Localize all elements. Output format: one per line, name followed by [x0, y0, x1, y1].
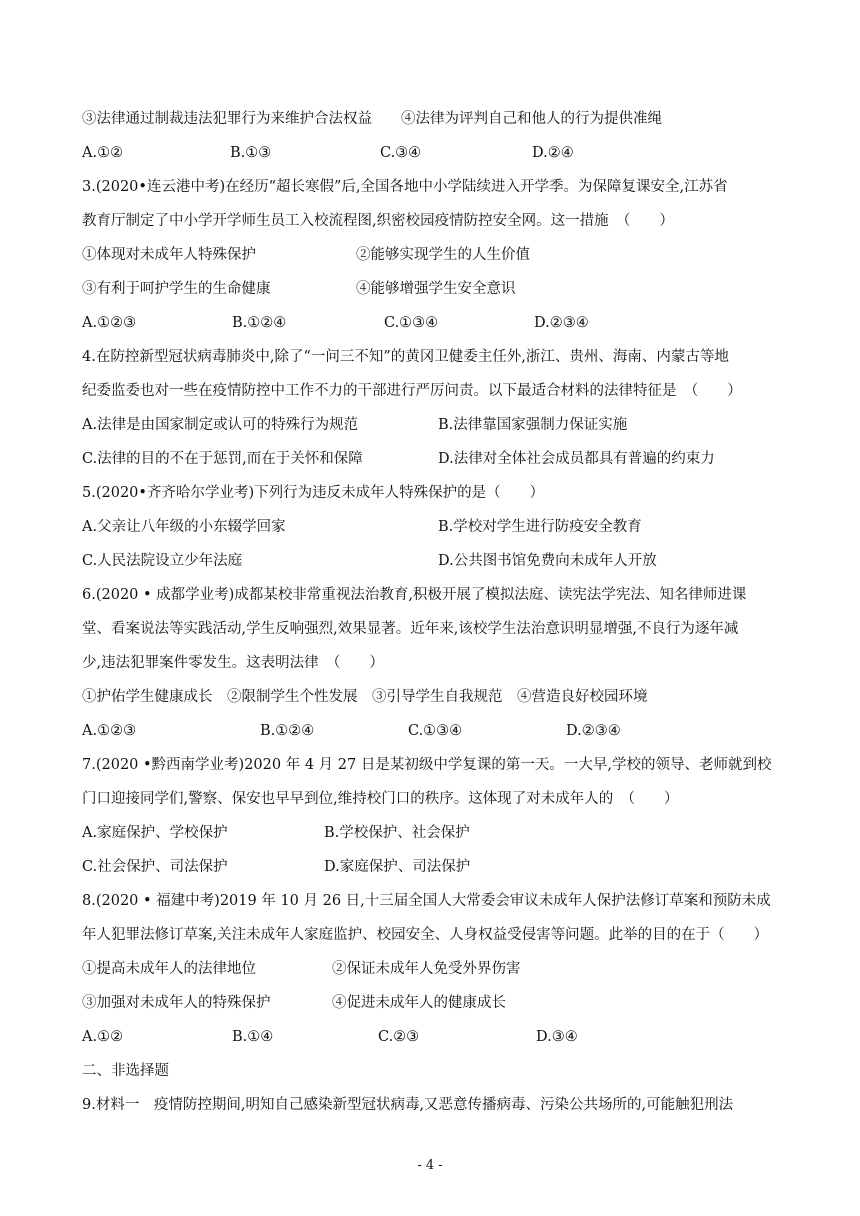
question-6-statements: ①护佑学生健康成长 ②限制学生个性发展 ③引导学生自我规范 ④营造良好校园环境 [82, 689, 648, 705]
option-b: B.①③ [230, 145, 272, 161]
option-d: D.②④ [532, 145, 574, 161]
q4-options-row-2 [82, 449, 782, 469]
question-8-line-1: 8.(2020 • 福建中考)2019 年 10 月 26 日,十三届全国人大常委会审议未成年人保护法修订草案和预防未成 [82, 893, 771, 909]
option-c: C.人民法院设立少年法庭 [82, 553, 243, 569]
statement-3: ③有利于呵护学生的生命健康 [82, 281, 271, 297]
question-3-line-2: 教育厅制定了中小学开学师生员工入校流程图,织密校园疫情防控安全网。这一措施 （ ） [82, 213, 674, 229]
option-a: A.①② [82, 145, 124, 161]
option-c: C.②③ [378, 1029, 420, 1045]
question-5-line-1: 5.(2020•齐齐哈尔学业考)下列行为违反未成年人特殊保护的是（ ） [82, 485, 545, 501]
statement-2: ②能够实现学生的人生价值 [356, 247, 530, 263]
q3-statements-row-2 [82, 279, 782, 299]
section-heading: 二、非选择题 [82, 1063, 169, 1079]
option-a: A.①② [82, 1029, 124, 1045]
page-number: - 4 - [417, 1158, 443, 1173]
statement-1: ①提高未成年人的法律地位 [82, 961, 256, 977]
option-d: D.②③④ [534, 315, 589, 331]
q8-statements-row-2 [82, 993, 782, 1013]
option-c: C.社会保护、司法保护 [82, 859, 228, 875]
option-b: B.学校保护、社会保护 [324, 825, 470, 841]
option-a: A.法律是由国家制定或认可的特殊行为规范 [82, 417, 359, 433]
option-b: B.①④ [232, 1029, 274, 1045]
option-d: D.③④ [536, 1029, 578, 1045]
statement-1: ①体现对未成年人特殊保护 [82, 247, 256, 263]
option-b: B.①②④ [232, 315, 287, 331]
statement-line: ③法律通过制裁违法犯罪行为来维护合法权益 ④法律为评判自己和他人的行为提供准绳 [82, 111, 662, 127]
question-8-line-2: 年人犯罪法修订草案,关注未成年人家庭监护、校园安全、人身权益受侵害等问题。此举的目的在于（ ） [82, 927, 769, 943]
option-b: B.学校对学生进行防疫安全教育 [438, 519, 642, 535]
question-9-line-1: 9.材料一 疫情防控期间,明知自己感染新型冠状病毒,又恶意传播病毒、污染公共场所的,可能触犯刑法 [82, 1097, 734, 1113]
q6-options [82, 721, 782, 741]
question-6-line-2: 堂、看案说法等实践活动,学生反响强烈,效果显著。近年来,该校学生法治意识明显增强,不良行为逐年减 [82, 621, 739, 637]
option-a: A.家庭保护、学校保护 [82, 825, 228, 841]
option-b: B.法律靠国家强制力保证实施 [438, 417, 628, 433]
q4-options-row-1 [82, 415, 782, 435]
q7-options-row-2 [82, 857, 782, 877]
option-a: A.①②③ [82, 315, 137, 331]
option-c: C.法律的目的不在于惩罚,而在于关怀和保障 [82, 451, 363, 467]
question-3-line-1: 3.(2020•连云港中考)在经历“超长寒假”后,全国各地中小学陆续进入开学季。为保障复课安全,江苏省 [82, 179, 728, 195]
option-d: D.法律对全体社会成员都具有普遍的约束力 [438, 451, 715, 467]
option-c: C.③④ [380, 145, 422, 161]
question-6-line-3: 少,违法犯罪案件零发生。这表明法律 （ ） [82, 655, 384, 671]
question-6-line-1: 6.(2020 • 成都学业考)成都某校非常重视法治教育,积极开展了模拟法庭、读宪法学宪法、知名律师进课 [82, 587, 747, 603]
q5-options-row-2 [82, 551, 782, 571]
statement-4: ④促进未成年人的健康成长 [332, 995, 506, 1011]
q8-statements-row-1 [82, 959, 782, 979]
question-4-line-1: 4.在防控新型冠状病毒肺炎中,除了“一问三不知”的黄冈卫健委主任外,浙江、贵州、海南、内蒙古等地 [82, 349, 729, 365]
statement-3: ③加强对未成年人的特殊保护 [82, 995, 271, 1011]
option-a: A.①②③ [82, 723, 137, 739]
q3-options [82, 313, 782, 333]
statement-2: ②保证未成年人免受外界伤害 [332, 961, 521, 977]
q8-options [82, 1027, 782, 1047]
question-7-line-2: 门口迎接同学们,警察、保安也早早到位,维持校门口的秩序。这体现了对未成年人的 （ ） [82, 791, 679, 807]
q3-statements-row-1 [82, 245, 782, 265]
q5-options-row-1 [82, 517, 782, 537]
question-7-line-1: 7.(2020 •黔西南学业考)2020 年 4 月 27 日是某初级中学复课的第一天。一大早,学校的领导、老师就到校 [82, 757, 772, 773]
q2-options [82, 143, 782, 163]
option-b: B.①②④ [260, 723, 315, 739]
option-d: D.家庭保护、司法保护 [324, 859, 471, 875]
statement-4: ④能够增强学生安全意识 [356, 281, 516, 297]
option-d: D.②③④ [566, 723, 621, 739]
option-a: A.父亲让八年级的小东辍学回家 [82, 519, 286, 535]
question-4-line-2: 纪委监委也对一些在疫情防控中工作不力的干部进行严厉问责。以下最适合材料的法律特征是 （ ） [82, 383, 742, 399]
option-d: D.公共图书馆免费向未成年人开放 [438, 553, 657, 569]
q7-options-row-1 [82, 823, 782, 843]
option-c: C.①③④ [408, 723, 463, 739]
option-c: C.①③④ [384, 315, 439, 331]
